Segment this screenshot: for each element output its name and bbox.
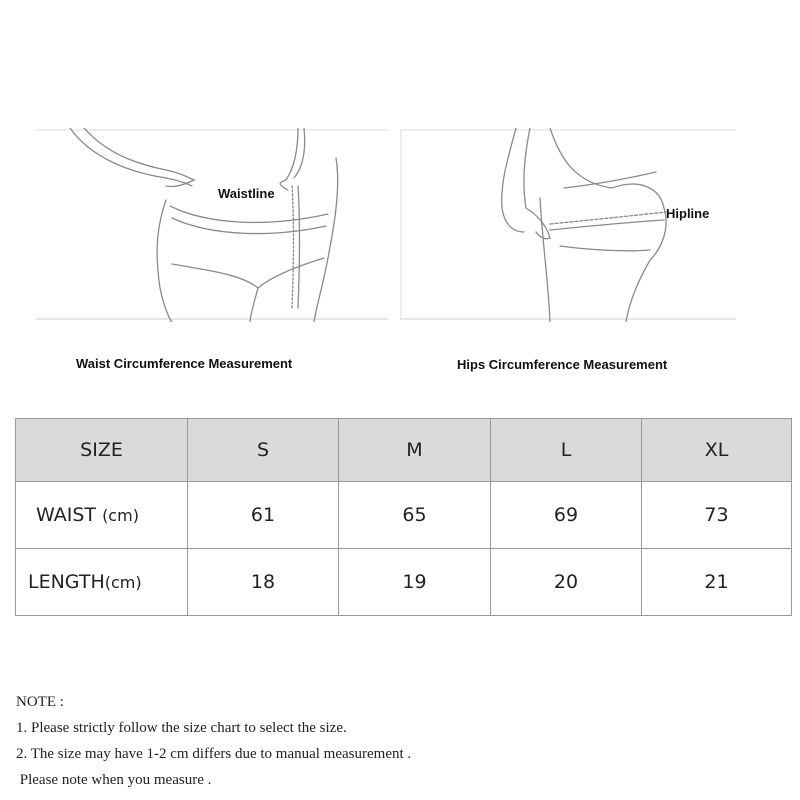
waistline-label: Waistline bbox=[218, 186, 275, 201]
note-heading: NOTE : bbox=[16, 694, 64, 710]
notes-section bbox=[16, 689, 411, 793]
table-cell: 20 bbox=[491, 549, 642, 616]
header-l: L bbox=[491, 419, 642, 482]
table-cell: 18 bbox=[188, 549, 339, 616]
note-line: 1. Please strictly follow the size chart to select the size. bbox=[16, 720, 347, 736]
header-xl: XL bbox=[642, 419, 792, 482]
row-label-text: LENGTH bbox=[28, 571, 105, 593]
note-line: 2. The size may have 1-2 cm differs due to manual measurement . bbox=[16, 746, 412, 762]
waist-caption: Waist Circumference Measurement bbox=[76, 356, 293, 371]
table-cell: 73 bbox=[642, 482, 792, 549]
table-cell: 61 bbox=[188, 482, 339, 549]
table-row bbox=[16, 549, 792, 616]
table-cell: 21 bbox=[642, 549, 792, 616]
note-line: Please note when you measure . bbox=[16, 772, 212, 788]
size-chart-table bbox=[15, 418, 792, 616]
row-label-unit: (cm) bbox=[102, 506, 139, 525]
header-s: S bbox=[188, 419, 339, 482]
header-row bbox=[16, 419, 792, 482]
table-cell: 69 bbox=[491, 482, 642, 549]
row-label-unit: (cm) bbox=[104, 573, 142, 592]
hips-caption: Hips Circumference Measurement bbox=[457, 357, 668, 372]
table-cell: 65 bbox=[339, 482, 491, 549]
row-label-waist bbox=[16, 482, 188, 549]
row-label-length bbox=[16, 549, 188, 616]
waist-illustration bbox=[36, 128, 388, 322]
table-cell: 19 bbox=[339, 549, 491, 616]
header-size: SIZE bbox=[16, 419, 188, 482]
waist-figure-drawing bbox=[36, 128, 388, 322]
hips-illustration bbox=[400, 128, 736, 322]
hips-figure-drawing bbox=[400, 128, 736, 322]
table-row bbox=[16, 482, 792, 549]
header-m: M bbox=[339, 419, 491, 482]
row-label-text: WAIST bbox=[36, 504, 97, 526]
hipline-label: Hipline bbox=[666, 206, 710, 221]
